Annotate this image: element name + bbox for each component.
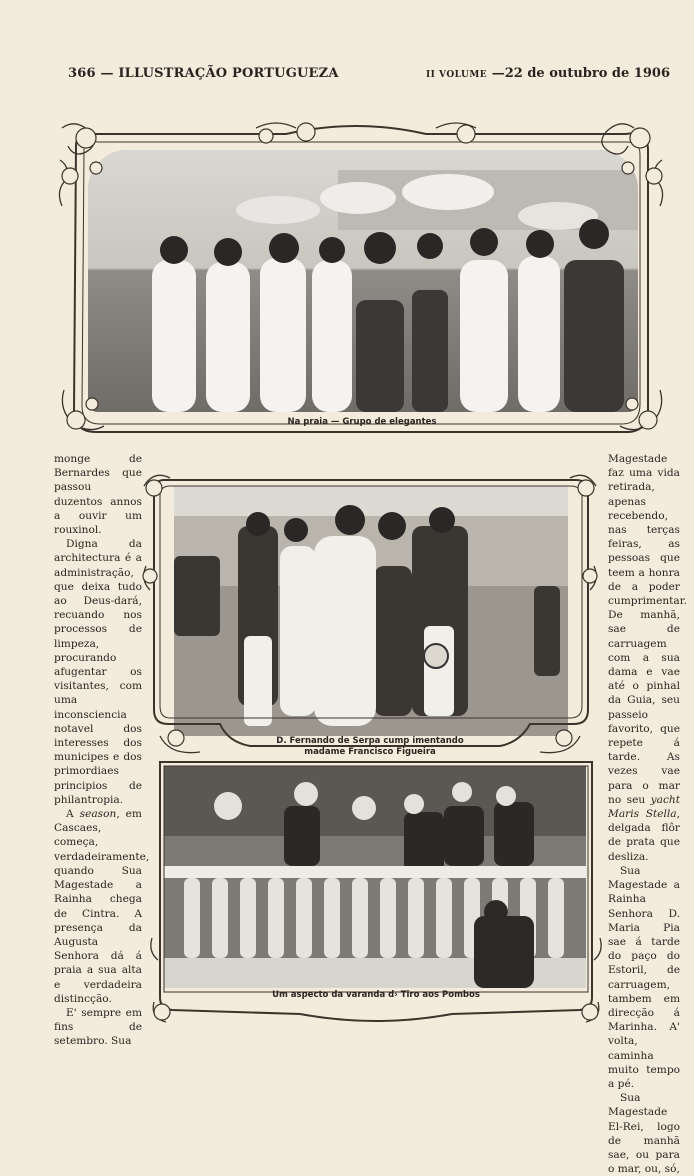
paragraph: Sua Magestade a Rainha Senhora D. Maria Pia sae á tarde do paço do Estoril, de carruagem, tambem em direcção á Marinha. A' volta, caminha muito tempo a pé. [608, 864, 680, 1090]
caption-serpa-line1: D. Fernando de Serpa cump imentando [276, 736, 464, 746]
paragraph: E' sempre em fins de setembro. Sua [54, 1006, 142, 1048]
paragraph [608, 452, 688, 864]
text-run: , em Cascaes, começa, verdadeiramente, quando Sua Magestade a Rainha chega de Cintra. A presença da Augusta Senhora dá á praia a sua alta e verdadeira distincção. [54, 808, 150, 1005]
text-run: , delgada flôr de prata que desliza. [608, 808, 680, 863]
running-header [68, 66, 670, 86]
art-nouveau-border [56, 120, 668, 450]
paragraph: Digna da architectura é a administração, que deixa tudo ao Deus-dará, recuando nos processos de limpeza, procurando afugentar os visitantes, com uma inconsciencia notavel dos interesses dos municipes e dos primordiaes principios de philantropia. [54, 538, 142, 806]
text-column-left [54, 452, 150, 1049]
emphasis-yacht: yacht Maris Stella [608, 793, 680, 821]
emphasis-season: season [79, 808, 117, 821]
page-number-title: 366 — ILLUSTRAÇÃO PORTUGUEZA [68, 66, 339, 81]
figure-balcony [152, 758, 600, 1026]
art-nouveau-border [152, 758, 600, 1026]
paragraph [54, 807, 150, 1006]
text-run: A [66, 808, 80, 821]
text-run: Magestade faz uma vida retirada, apenas recebendo, nas terças feiras, as pessoas que teem a honra de a poder cumprimentar. De manhã, sae de carruagem com a sua dama e vae até o pinhal da Guia, seu passeio favorito, que repete á tarde. As vezes vae para o mar no seu [608, 453, 688, 806]
paragraph: monge de Bernardes que passou duzentos annos a ouvir um rouxinol. [54, 453, 142, 537]
volume-date [426, 66, 670, 81]
art-nouveau-border [140, 466, 600, 766]
text-column-right [608, 452, 688, 1176]
issue-date: —22 de outubro de 1906 [491, 66, 670, 81]
figure-beach-group [56, 120, 668, 450]
caption-balcony: Um aspecto da varanda d› Tiro aos Pombos [272, 990, 480, 1000]
figure-serpa-greeting [140, 466, 600, 766]
caption-serpa-line2: madame Francisco Figueira [304, 747, 436, 757]
volume-label: II VOLUME [425, 70, 488, 80]
paragraph: Sua Magestade El-Rei, logo de manhã sae, ou para o mar, ou, só, [608, 1092, 680, 1176]
caption-beach-group: Na praia — Grupo de elegantes [287, 417, 437, 427]
